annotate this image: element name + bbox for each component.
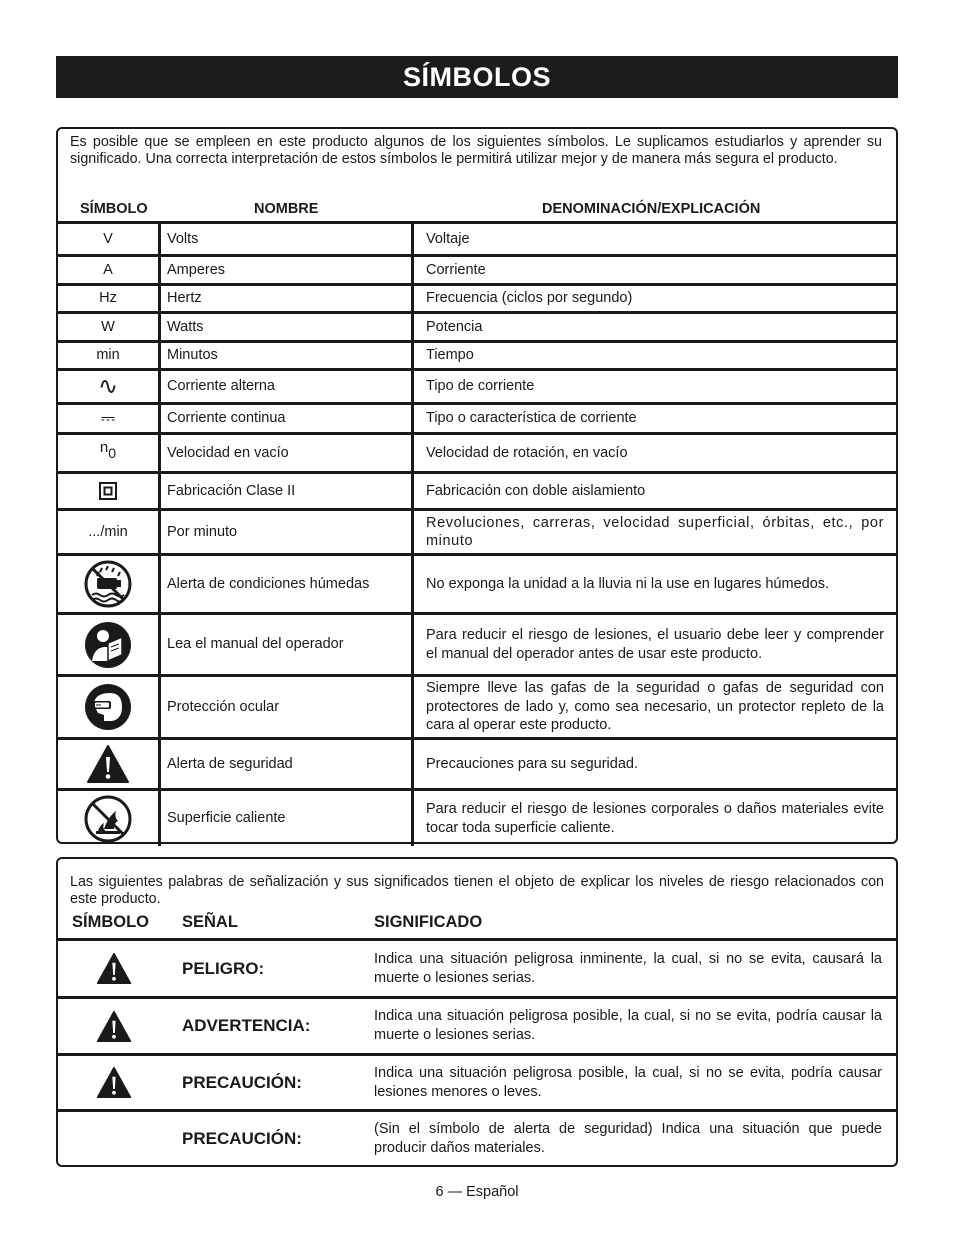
name-cell: Por minuto [167, 523, 238, 540]
safety-alert-icon [58, 1056, 170, 1109]
signal-meaning: Indica una situación peligrosa inminente, la cual, si no se evita, causará la muerte o lesiones serias. [374, 950, 882, 986]
table-row [58, 1109, 896, 1165]
description-cell: Revoluciones, carreras, velocidad superficial, órbitas, etc., por minuto [426, 514, 884, 549]
description-cell: Potencia [426, 318, 483, 335]
table-row [58, 938, 896, 996]
signal-word: PRECAUCIÓN: [182, 1128, 302, 1148]
description-cell: Frecuencia (ciclos por segundo) [426, 290, 633, 307]
hot-surface-icon [58, 791, 158, 846]
class-ii-icon [58, 474, 158, 508]
header-description: DENOMINACIÓN/EXPLICACIÓN [542, 201, 761, 217]
signal-words-section [56, 857, 898, 1167]
read-manual-icon [58, 615, 158, 674]
symbol-cell: A [103, 261, 113, 278]
signal-meaning: Indica una situación peligrosa posible, la cual, si no se evita, podría causar la muerte o lesiones serias. [374, 1008, 882, 1043]
description-cell: Corriente [426, 261, 486, 278]
wet-conditions-icon [58, 556, 158, 612]
table-row [58, 402, 896, 432]
symbol-cell: min [96, 347, 120, 364]
name-cell: Minutos [167, 347, 218, 364]
no-load-speed-symbol: n 0 [99, 439, 117, 461]
description-cell: Velocidad de rotación, en vacío [426, 444, 628, 461]
header-symbol: SÍMBOLO [72, 913, 149, 931]
name-cell: Corriente continua [167, 410, 286, 427]
description-cell: Para reducir el riesgo de lesiones, el usuario debe leer y comprender el manual del operador antes de usar este producto. [426, 627, 884, 662]
name-cell: Alerta de condiciones húmedas [167, 575, 370, 592]
table-row [58, 553, 896, 612]
table-row [58, 254, 896, 283]
symbol-cell: V [103, 230, 113, 247]
signal-word: PELIGRO: [182, 958, 265, 978]
safety-alert-icon [58, 999, 170, 1053]
empty-symbol-cell [58, 1112, 170, 1165]
name-cell: Corriente alterna [167, 378, 275, 395]
name-cell: Velocidad en vacío [167, 444, 289, 461]
symbol-cell: W [101, 318, 115, 335]
eye-protection-icon [58, 677, 158, 737]
table-row [58, 788, 896, 846]
description-cell: Precauciones para su seguridad. [426, 755, 638, 772]
symbols-intro: Es posible que se empleen en este producto algunos de los siguientes símbolos. Le suplicamos estudiarlos y aprender su significado. Una correcta interpretación de estos símbolos le permitirá utilizar mejor y de manera más segura el producto. [70, 134, 882, 167]
signal-meaning: (Sin el símbolo de alerta de seguridad) Indica una situación que puede producir daños materiales. [374, 1120, 882, 1156]
table-row [58, 1053, 896, 1109]
description-cell: Tipo de corriente [426, 378, 535, 395]
symbols-section [56, 127, 898, 844]
name-cell: Fabricación Clase II [167, 482, 296, 499]
name-cell: Protección ocular [167, 698, 280, 715]
page-title: SÍMBOLOS [56, 56, 898, 98]
table-row [58, 311, 896, 340]
description-cell: Siempre lleve las gafas de la seguridad o gafas de seguridad con protectores de lado y, como sea necesario, un protector repleto de la cara al operar este producto. [426, 680, 884, 734]
header-symbol: SÍMBOLO [80, 201, 148, 217]
table-row [58, 368, 896, 402]
name-cell: Amperes [167, 261, 226, 278]
table-row [58, 996, 896, 1053]
table-row [58, 432, 896, 471]
direct-current-icon: ⎓ [100, 408, 116, 429]
table-row [58, 283, 896, 311]
table-row [58, 340, 896, 368]
name-cell: Hertz [167, 290, 202, 307]
header-meaning: SIGNIFICADO [374, 913, 483, 931]
description-cell: Fabricación con doble aislamiento [426, 482, 646, 499]
signal-intro: Las siguientes palabras de señalización y sus significados tienen el objeto de explicar los niveles de riesgo relacionados con este producto. [70, 874, 884, 907]
header-name: NOMBRE [254, 201, 319, 217]
signal-meaning: Indica una situación peligrosa posible, la cual, si no se evita, podría causar lesiones menores o leves. [374, 1064, 882, 1100]
description-cell: No exponga la unidad a la lluvia ni la use en lugares húmedos. [426, 575, 830, 592]
table-row [58, 674, 896, 737]
table-row [58, 471, 896, 508]
table-row [58, 737, 896, 788]
safety-alert-icon [58, 941, 170, 996]
safety-alert-icon [58, 740, 158, 788]
table-row [58, 221, 896, 254]
name-cell: Alerta de seguridad [167, 755, 293, 772]
header-signal: SEÑAL [182, 913, 238, 931]
name-cell: Watts [167, 318, 204, 335]
signal-word: PRECAUCIÓN: [182, 1072, 302, 1092]
alternating-current-icon: ∿ [97, 372, 119, 400]
page-footer: 6 — Español [435, 1184, 519, 1200]
name-cell: Volts [167, 230, 199, 247]
table-row [58, 612, 896, 674]
description-cell: Tipo o característica de corriente [426, 410, 637, 427]
name-cell: Lea el manual del operador [167, 636, 344, 653]
symbol-cell: Hz [99, 290, 117, 307]
symbol-cell: .../min [88, 523, 128, 540]
description-cell: Voltaje [426, 230, 470, 247]
table-row [58, 508, 896, 553]
description-cell: Tiempo [426, 347, 474, 364]
description-cell: Para reducir el riesgo de lesiones corporales o daños materiales evite tocar toda superficie caliente. [426, 801, 884, 836]
name-cell: Superficie caliente [167, 810, 286, 827]
signal-word: ADVERTENCIA: [182, 1016, 311, 1035]
